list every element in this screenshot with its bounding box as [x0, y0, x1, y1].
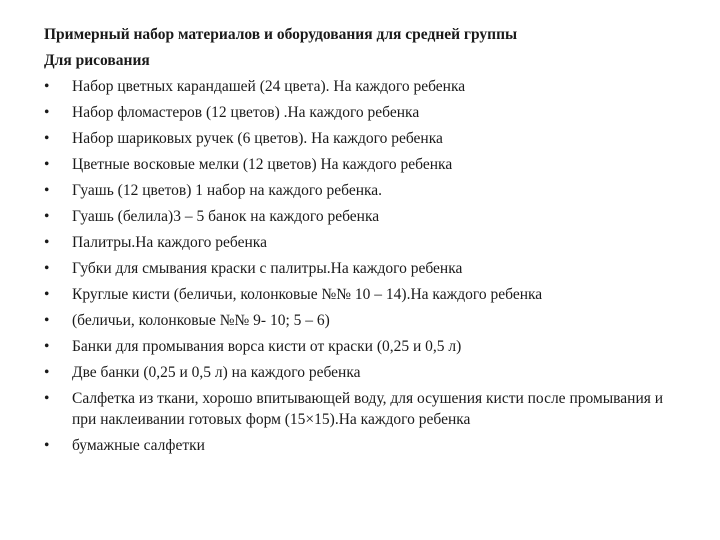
- list-item-text: Палитры.На каждого ребенка: [72, 234, 267, 251]
- bullet-icon: •: [44, 390, 50, 407]
- list-item: [44, 256, 684, 282]
- bullet-icon: •: [44, 104, 50, 121]
- list-item: [44, 100, 684, 126]
- section-heading: Для рисования: [44, 52, 150, 69]
- list-item-text: Набор шариковых ручек (6 цветов). На каждого ребенка: [72, 130, 443, 147]
- list-item: [44, 204, 684, 230]
- list-item: [44, 308, 684, 334]
- list-item: [44, 152, 684, 178]
- bullet-icon: •: [44, 286, 50, 303]
- list-item: [44, 334, 684, 360]
- list-item-text: Банки для промывания ворса кисти от краски (0,25 и 0,5 л): [72, 338, 462, 355]
- bullet-icon: •: [44, 78, 50, 95]
- list-item-text: Губки для смывания краски с палитры.На каждого ребенка: [72, 260, 463, 277]
- list-item-text: бумажные салфетки: [72, 437, 205, 454]
- bullet-icon: •: [44, 260, 50, 277]
- bullet-icon: •: [44, 312, 50, 329]
- list-item: [44, 230, 684, 256]
- list-item-text: Набор цветных карандашей (24 цвета). На каждого ребенка: [72, 78, 466, 95]
- bullet-icon: •: [44, 130, 50, 147]
- bullet-icon: •: [44, 364, 50, 381]
- list-item-text: Набор фломастеров (12 цветов) .На каждого ребенка: [72, 104, 420, 121]
- list-item: [44, 178, 684, 204]
- bullet-icon: •: [44, 182, 50, 199]
- list-item: [44, 74, 684, 100]
- list-item-text: Круглые кисти (беличьи, колонковые №№ 10 – 14).На каждого ребенка: [72, 286, 543, 303]
- list-item: [44, 386, 684, 433]
- list-item: [44, 282, 684, 308]
- bullet-icon: •: [44, 437, 50, 454]
- list-item-text: Гуашь (белила)3 – 5 банок на каждого ребенка: [72, 208, 380, 225]
- bullet-icon: •: [44, 338, 50, 355]
- document-page: [44, 22, 684, 459]
- document-title: Примерный набор материалов и оборудования для средней группы: [44, 26, 518, 43]
- materials-list: [44, 74, 684, 459]
- list-item-text: Гуашь (12 цветов) 1 набор на каждого ребенка.: [72, 182, 383, 199]
- list-item-text: Цветные восковые мелки (12 цветов) На каждого ребенка: [72, 156, 453, 173]
- list-item: [44, 126, 684, 152]
- bullet-icon: •: [44, 208, 50, 225]
- list-item: [44, 433, 684, 459]
- list-item-text: Две банки (0,25 и 0,5 л) на каждого ребенка: [72, 364, 361, 381]
- list-item: [44, 360, 684, 386]
- bullet-icon: •: [44, 234, 50, 251]
- list-item-text: Салфетка из ткани, хорошо впитывающей воду, для осушения кисти после промывания и при наклеивании готовых форм (15×15).На каждого ребенка: [72, 390, 664, 428]
- bullet-icon: •: [44, 156, 50, 173]
- list-item-text: (беличьи, колонковые №№ 9- 10; 5 – 6): [72, 312, 330, 329]
